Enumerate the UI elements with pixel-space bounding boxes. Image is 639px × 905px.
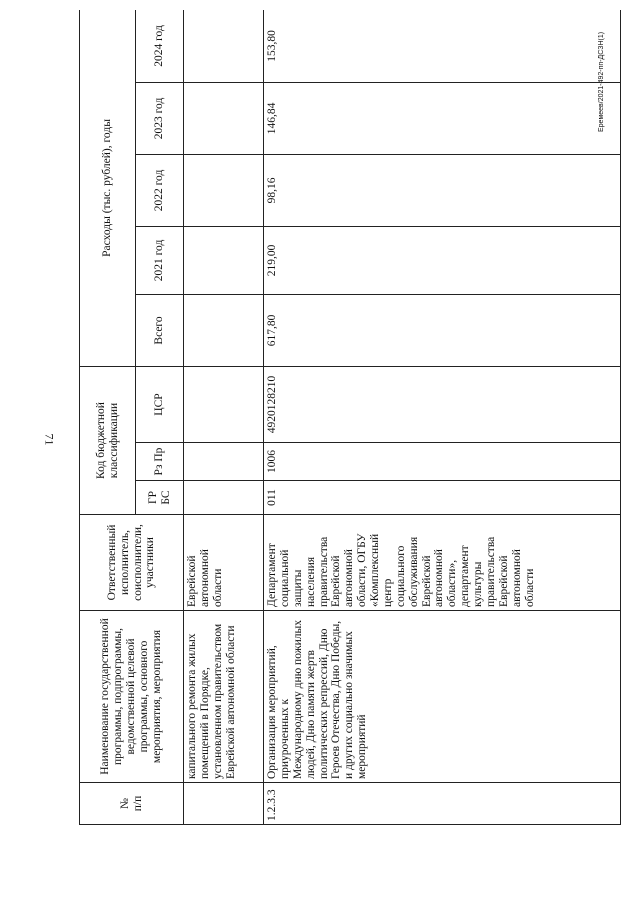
cell-name: капитального ремонта жилых помещений в Порядке, установленном правительством Еврейской автономной области [184,611,264,783]
cell-executor: Еврейской автономной области [184,515,264,611]
cell-grbs [184,481,264,515]
table-row [264,10,621,825]
cell-total [184,294,264,366]
header-2021: 2021 год [136,226,184,294]
header-name: Наименование государственной программы, подпрограммы, ведомственной целевой программы, основного мероприятия, мероприятия [80,611,184,783]
header-csr: ЦСР [136,366,184,442]
cell-num [184,783,264,825]
page-number: 71 [42,433,57,446]
cell-2023: 146,84 [264,82,621,154]
header-2023: 2023 год [136,82,184,154]
header-rzpr: Рз Пр [136,443,184,481]
header-2022: 2022 год [136,154,184,226]
cell-executor: Департамент социальной защиты населения правительства Еврейской автономной области, ОГБУ «Комплексный центр социального обслуживания Еврейской автономной области», департамент культуры правительства Еврейской автономной области [264,515,621,611]
cell-2024: 153,80 [264,10,621,82]
header-total: Всего [136,294,184,366]
cell-2021 [184,226,264,294]
header-grbs: ГР БС [136,481,184,515]
cell-2022: 98,16 [264,154,621,226]
cell-total: 617,80 [264,294,621,366]
cell-rzpr [184,443,264,481]
cell-2023 [184,82,264,154]
cell-num: 1.2.3.3 [264,783,621,825]
cell-name: Организация мероприятий, приуроченных к Международному дню пожилых людей, Дню памяти жертв политических репрессий, Дню Героев Отечества, Дню Победы, и других социально значимых мероприятий [264,611,621,783]
cell-2022 [184,154,264,226]
header-num: № п/п [80,783,184,825]
rotated-table-inner [79,10,621,825]
cell-2024 [184,10,264,82]
cell-csr: 4920128210 [264,366,621,442]
cell-csr [184,366,264,442]
document-code: Еремеев/2021-492-пп-ДСЗН(1) [598,31,605,132]
table-row [184,10,264,825]
header-executor: Ответственный исполнитель, соисполнители, участники [80,515,184,611]
cell-grbs: 011 [264,481,621,515]
header-expenses: Расходы (тыс. рублей), годы [80,10,136,366]
expenses-table [79,10,621,825]
cell-2021: 219,00 [264,226,621,294]
header-budget-code: Код бюджетной классификации [80,366,136,514]
header-2024: 2024 год [136,10,184,82]
rotated-table-container [79,10,621,825]
cell-rzpr: 1006 [264,443,621,481]
